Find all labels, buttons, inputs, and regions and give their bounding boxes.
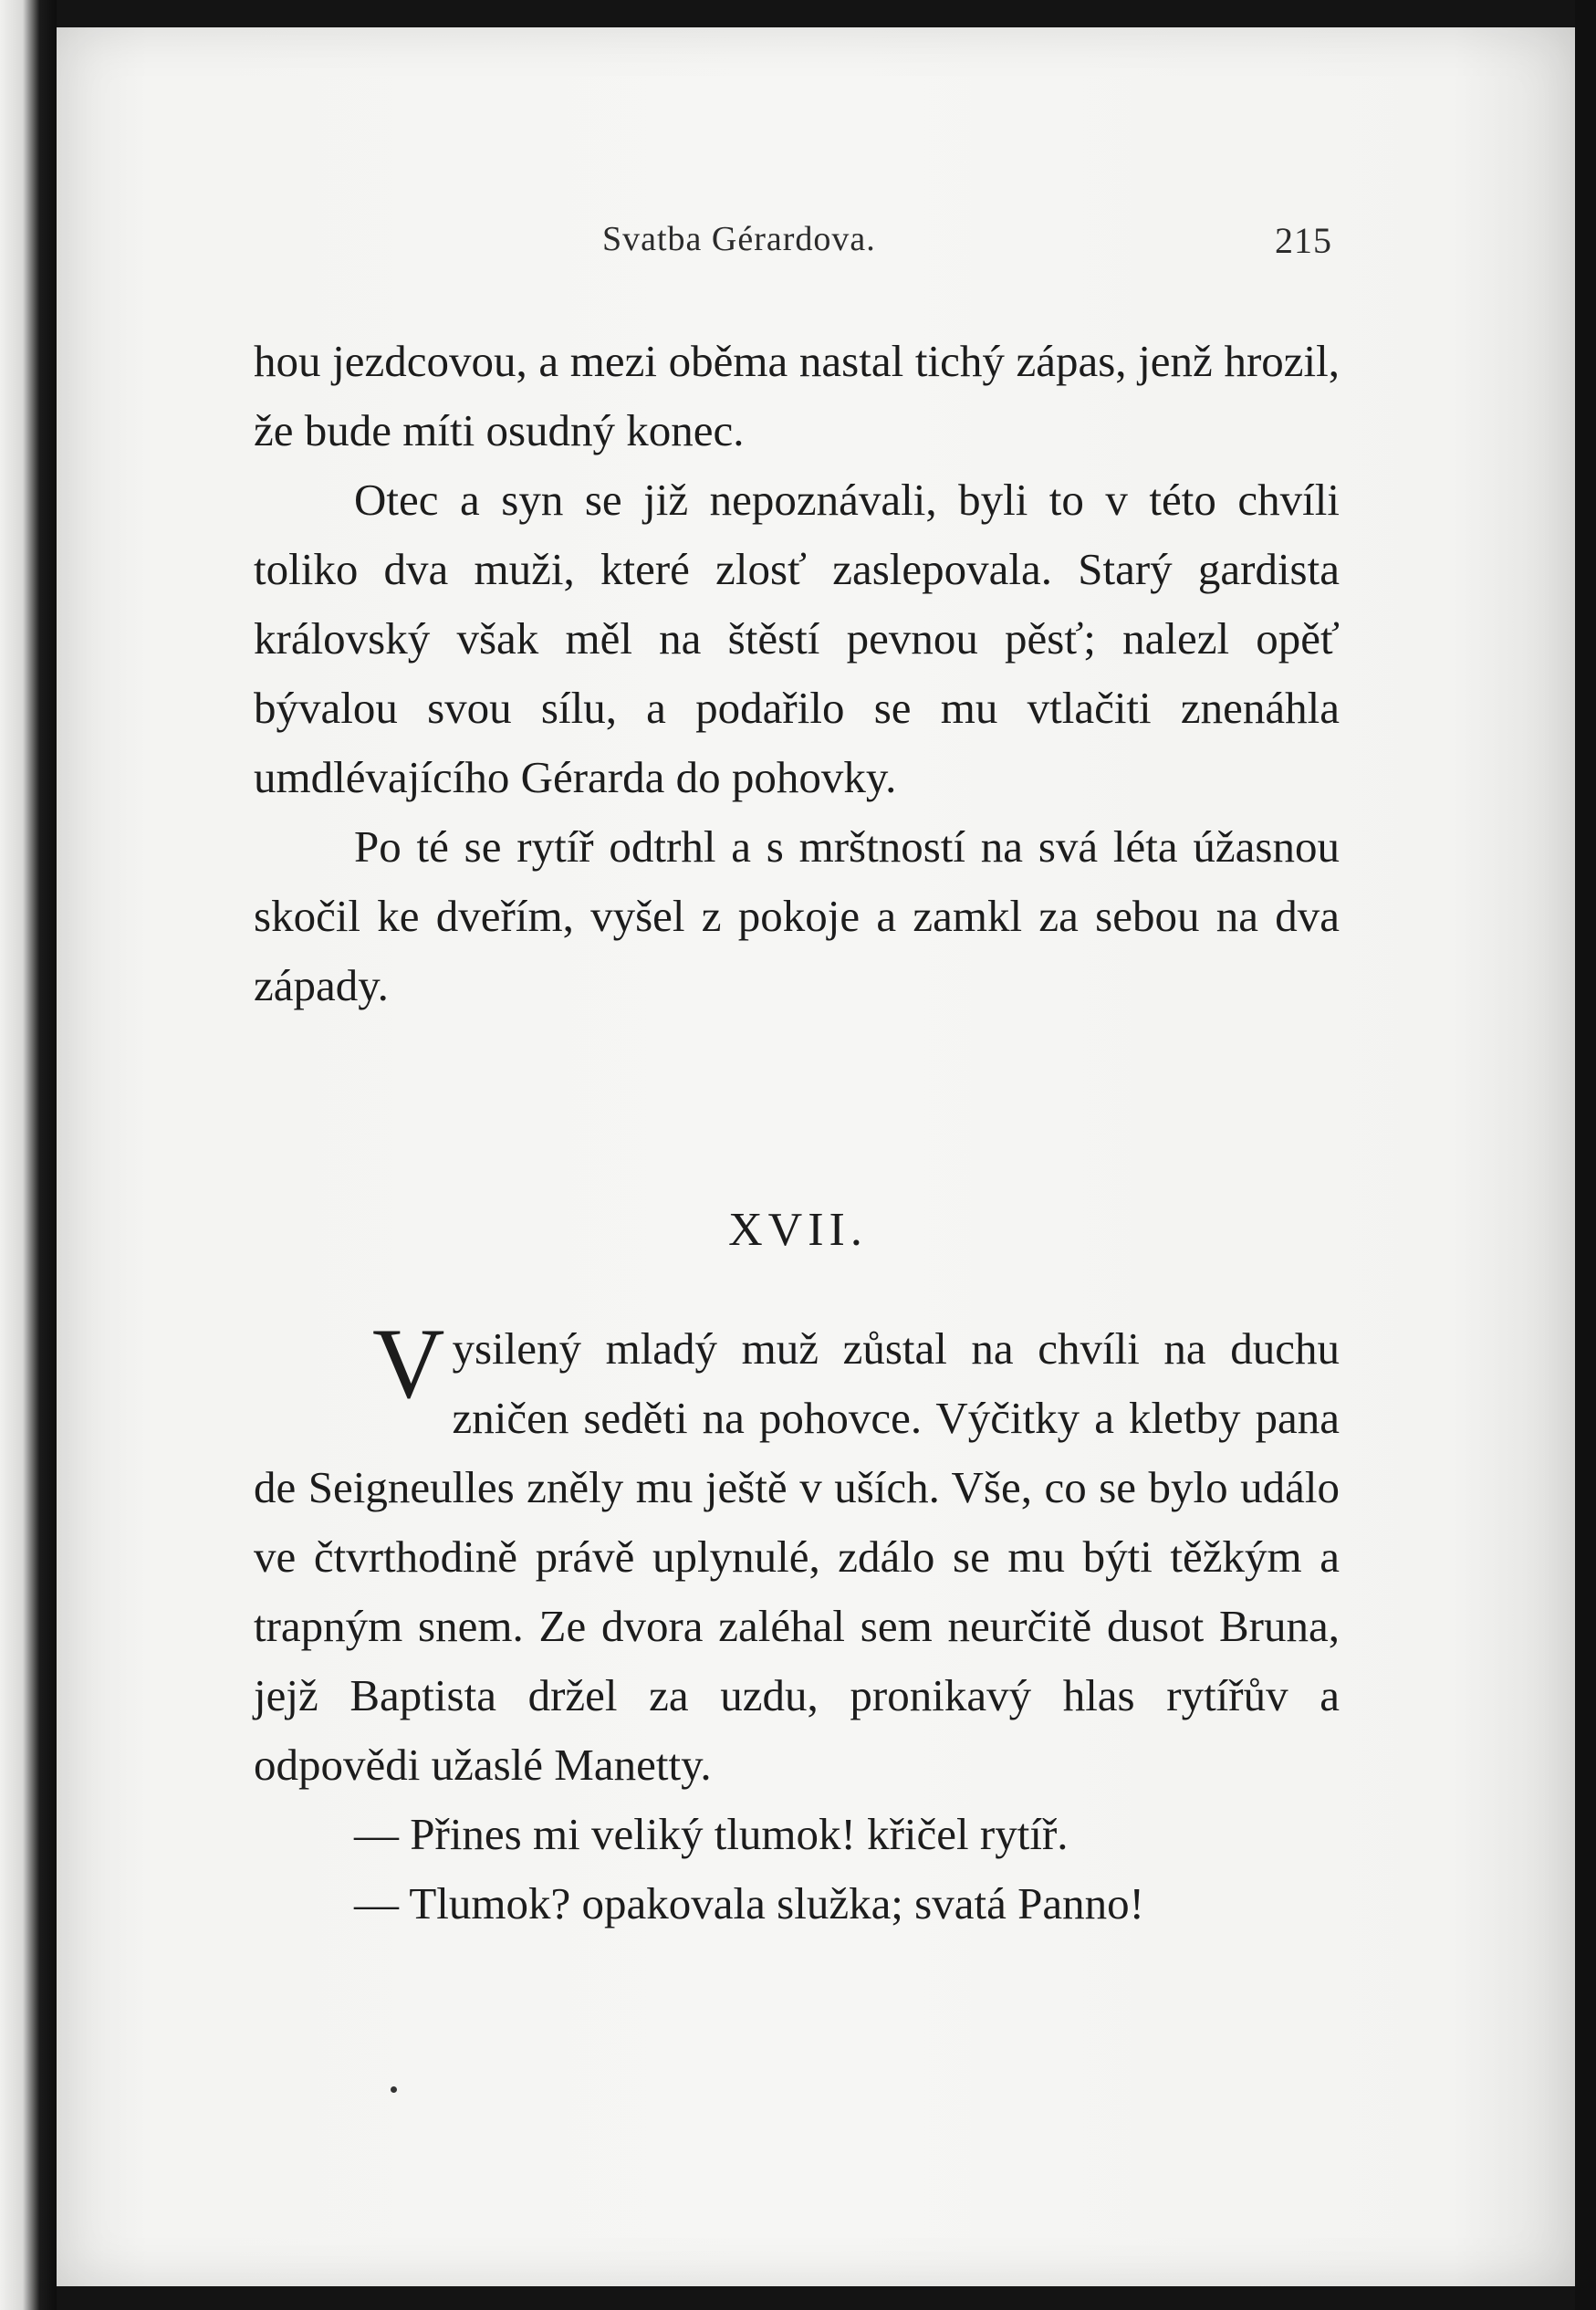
drop-cap: V [372,1308,445,1419]
paragraph-4 [254,1308,1340,1800]
paragraph-3: Po té se rytíř odtrhl a s mrštností na svá léta úžasnou skočil ke dveřím, vyšel z pokoje a zamkl za sebou na dva západy. [254,821,1340,1010]
paragraph-4-text: ysilený mladý muž zůstal na chvíli na duchu zničen seděti na pohovce. Výčitky a kletby pana de Seigneulles zněly mu ještě v uších. Vše, co se bylo událo ve čtvrthodině právě uplynulé, zdálo se mu býti těžkým a trapným snem. Ze dvora zaléhal sem neurčitě dusot Bruna, jejž Baptista držel za uzdu, pronikavý hlas rytířův a odpovědi užaslé Manetty. [254,1323,1340,1790]
text-block-before-chapter [254,327,1340,1020]
paragraph-1: hou jezdcovou, a mezi oběma nastal tichý zápas, jenž hrozil, že bude míti osudný konec. [254,336,1340,455]
dialogue-line-2: — Tlumok? opakovala služka; svatá Panno! [354,1878,1144,1928]
paragraph-2: Otec a syn se již nepoznávali, byli to v této chvíli toliko dva muži, které zlosť zaslepovala. Starý gardista královský však měl na štěstí pevnou pěsť; nalezl opěť bývalou svou sílu, a podařilo se mu vtlačiti znenáhla umdlévajícího Gérarda do pohovky. [254,475,1340,802]
book-gutter [0,0,57,2310]
page-header [602,219,1332,274]
scan-border [1575,0,1596,2310]
dialogue-line-1: — Přines mi veliký tlumok! křičel rytíř. [354,1809,1069,1859]
running-title: Svatba Gérardova. [602,220,876,258]
ink-speck [391,2086,397,2093]
text-block-after-chapter [254,1308,1340,1939]
chapter-heading: XVII. [728,1204,868,1256]
page-number: 215 [1275,220,1332,261]
